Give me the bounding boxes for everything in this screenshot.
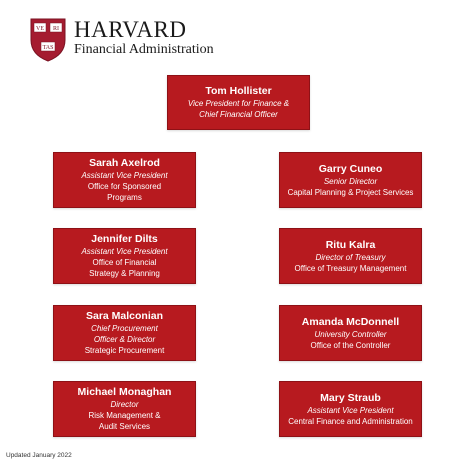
shield-text-ri: RI [53,26,59,32]
org-box-michael-monaghan [53,381,196,437]
org-box-sara-malconian [53,305,196,361]
department-line: Office of Financial [92,258,157,267]
person-name: Sarah Axelrod [89,157,160,169]
org-box-sarah-axelrod [53,152,196,208]
brand-name: HARVARD [74,17,187,42]
brand-subtitle: Financial Administration [74,42,214,57]
person-name: Amanda McDonnell [301,315,400,328]
org-box-amanda-mcdonnell [279,305,422,361]
person-name: Garry Cuneo [318,162,383,175]
shield-text-ve: VE [36,26,44,32]
job-title-line: Officer & Director [93,335,156,344]
job-title-line: University Controller [314,329,387,339]
job-title-line: Senior Director [323,176,378,186]
org-box-tom-hollister [167,75,310,130]
department-line: Programs [107,193,142,202]
person-name: Tom Hollister [205,85,272,97]
department-line: Audit Services [98,422,151,431]
job-title-line: Vice President for Finance & [187,99,290,108]
header [30,16,270,62]
department-line: Central Finance and Administration [288,416,413,426]
department-line: Office of the Controller [310,340,391,350]
job-title-line: Chief Financial Officer [199,110,278,119]
person-name: Sara Malconian [85,310,164,322]
department-line: Strategic Procurement [84,346,165,355]
org-box-jennifer-dilts [53,228,196,284]
updated-date: Updated January 2022 [6,452,72,459]
job-title-line: Director of Treasury [315,252,386,262]
job-title-line: Chief Procurement [91,324,158,333]
org-box-garry-cuneo [279,152,422,208]
department-line: Risk Management & [88,411,161,420]
job-title-line: Assistant Vice President [81,171,168,180]
department-line: Capital Planning & Project Services [287,187,414,197]
job-title-line: Assistant Vice President [307,405,394,415]
person-name: Jennifer Dilts [91,233,158,245]
person-name: Michael Monaghan [77,386,172,398]
org-box-ritu-kalra [279,228,422,284]
person-name: Ritu Kalra [325,238,376,251]
org-box-mary-straub [279,381,422,437]
harvard-shield-logo [30,18,66,62]
department-line: Office of Treasury Management [294,263,407,273]
job-title-line: Assistant Vice President [81,247,168,256]
shield-text-tas: TAS [42,45,54,51]
department-line: Office for Sponsored [87,182,162,191]
job-title-line: Director [110,400,139,409]
department-line: Strategy & Planning [89,269,160,278]
person-name: Mary Straub [320,391,381,404]
